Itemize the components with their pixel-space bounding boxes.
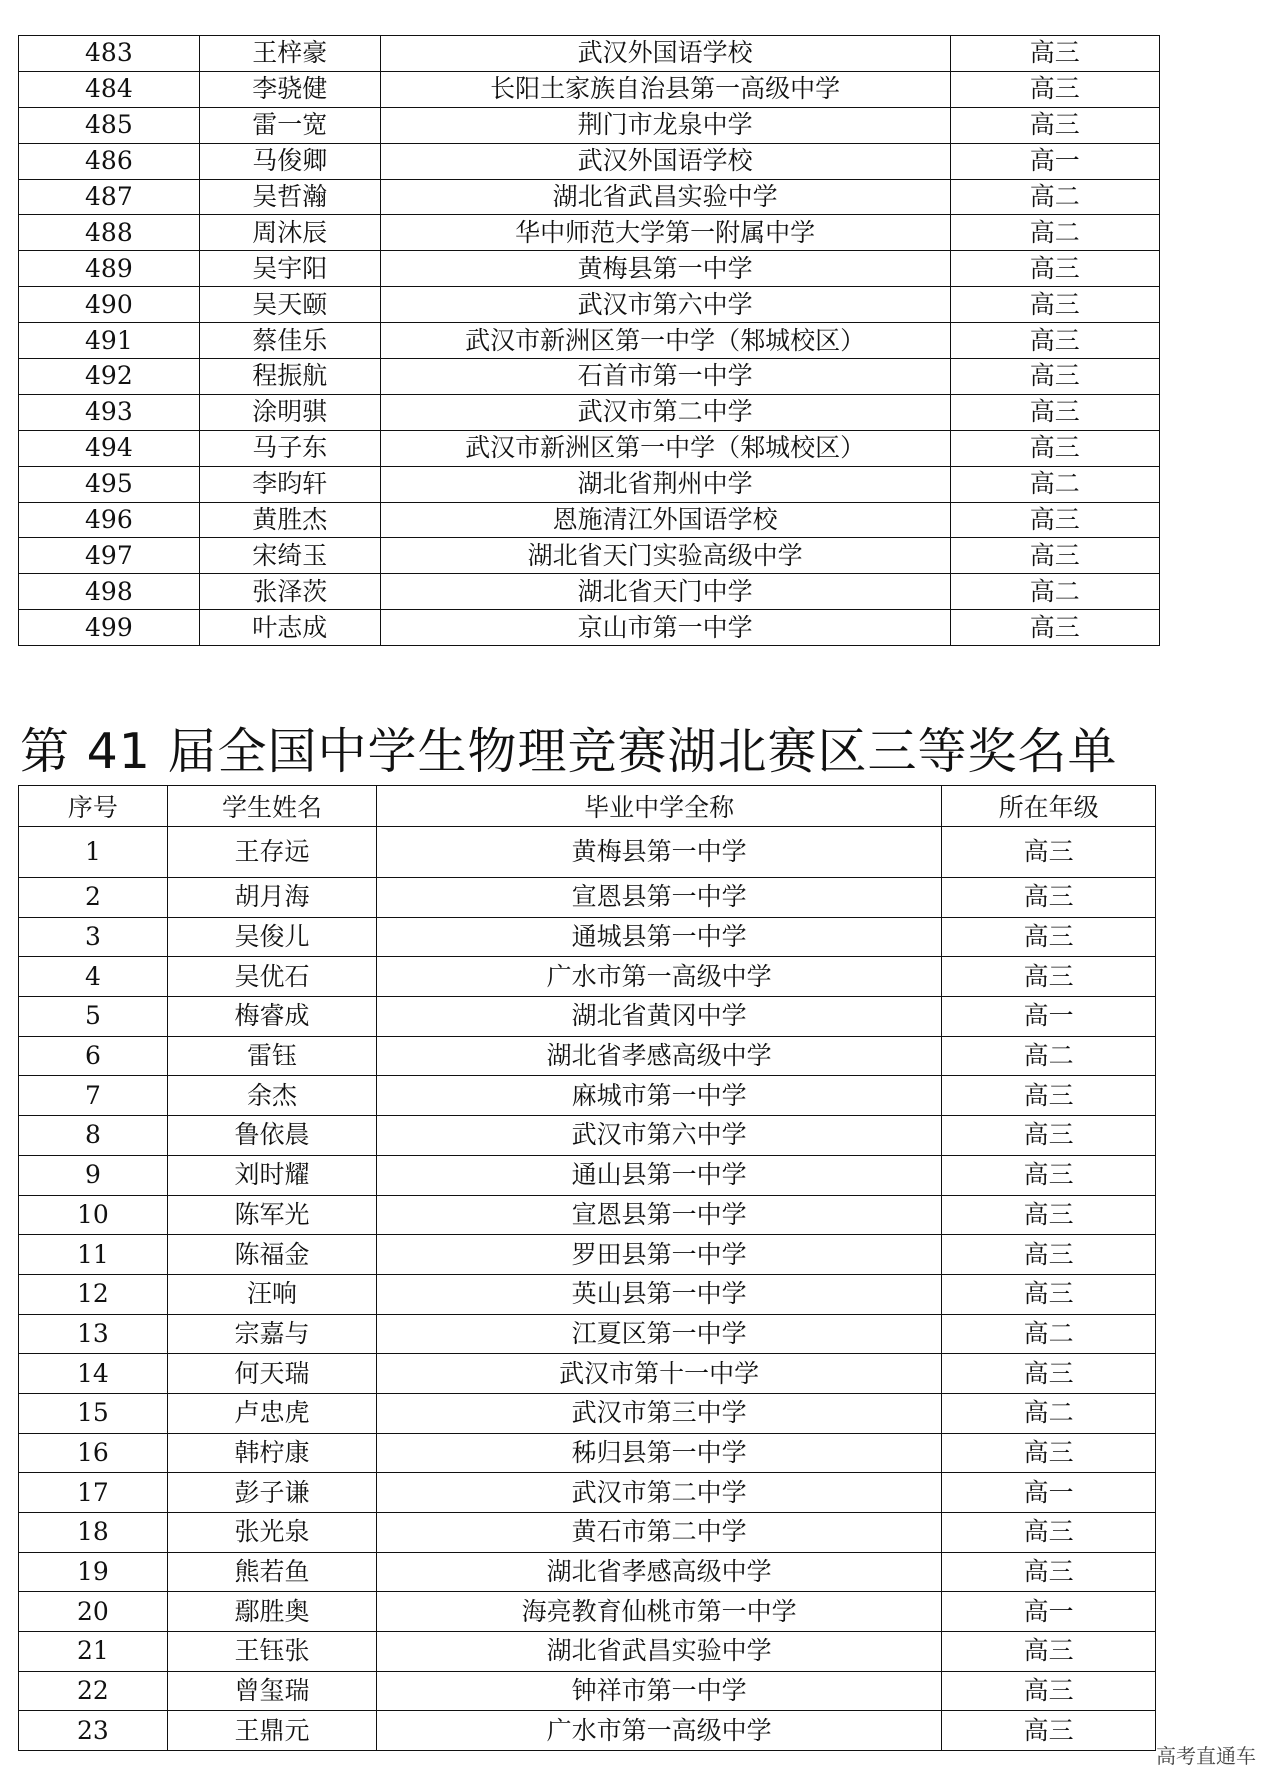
- cell-school: 武汉市新洲区第一中学（邾城校区）: [380, 323, 950, 359]
- cell-grade: 高二: [950, 215, 1159, 251]
- cell-school: 黄梅县第一中学: [377, 827, 942, 878]
- cell-number: 485: [19, 107, 200, 143]
- table-row: [19, 878, 1156, 918]
- table-row: [19, 1076, 1156, 1116]
- cell-school: 湖北省黄冈中学: [377, 997, 942, 1037]
- cell-grade: 高三: [942, 1711, 1156, 1751]
- table-body: [19, 827, 1156, 1751]
- table-row: [19, 1274, 1156, 1314]
- cell-name: 何天瑞: [167, 1354, 376, 1394]
- table-row: [19, 610, 1160, 646]
- table-row: [19, 1632, 1156, 1672]
- cell-name: 鲁依晨: [167, 1116, 376, 1156]
- cell-school: 湖北省武昌实验中学: [377, 1632, 942, 1672]
- cell-grade: 高三: [950, 359, 1159, 395]
- cell-school: 罗田县第一中学: [377, 1235, 942, 1275]
- cell-number: 490: [19, 287, 200, 323]
- cell-school: 钟祥市第一中学: [377, 1671, 942, 1711]
- table-row: [19, 1393, 1156, 1433]
- table-row: [19, 430, 1160, 466]
- cell-school: 武汉市第六中学: [380, 287, 950, 323]
- cell-name: 李昀轩: [199, 466, 380, 502]
- cell-number: 484: [19, 71, 200, 107]
- cell-grade: 高一: [942, 1592, 1156, 1632]
- cell-grade: 高三: [942, 1274, 1156, 1314]
- cell-school: 武汉市第二中学: [380, 394, 950, 430]
- cell-grade: 高二: [950, 466, 1159, 502]
- table-row: [19, 574, 1160, 610]
- cell-name: 王存远: [167, 827, 376, 878]
- award-list-table-continued: [18, 35, 1160, 646]
- cell-name: 张泽茨: [199, 574, 380, 610]
- table-row: [19, 1116, 1156, 1156]
- table-row: [19, 1592, 1156, 1632]
- cell-school: 英山县第一中学: [377, 1274, 942, 1314]
- table-row: [19, 394, 1160, 430]
- cell-school: 长阳土家族自治县第一高级中学: [380, 71, 950, 107]
- table-row: [19, 1354, 1156, 1394]
- cell-school: 华中师范大学第一附属中学: [380, 215, 950, 251]
- table-row: [19, 1235, 1156, 1275]
- table-row: [19, 143, 1160, 179]
- table-body: [19, 36, 1160, 646]
- table-row: [19, 107, 1160, 143]
- cell-school: 荆门市龙泉中学: [380, 107, 950, 143]
- cell-number: 498: [19, 574, 200, 610]
- cell-name: 吴哲瀚: [199, 179, 380, 215]
- cell-grade: 高三: [942, 1433, 1156, 1473]
- cell-number: 1: [19, 827, 168, 878]
- cell-school: 麻城市第一中学: [377, 1076, 942, 1116]
- cell-name: 彭子谦: [167, 1473, 376, 1513]
- cell-name: 李骁健: [199, 71, 380, 107]
- page-title: 第 41 届全国中学生物理竞赛湖北赛区三等奖名单: [20, 723, 1118, 780]
- cell-grade: 高三: [942, 1354, 1156, 1394]
- cell-name: 程振航: [199, 359, 380, 395]
- table-row: [19, 1473, 1156, 1513]
- cell-school: 秭归县第一中学: [377, 1433, 942, 1473]
- cell-grade: 高三: [942, 957, 1156, 997]
- cell-number: 13: [19, 1314, 168, 1354]
- cell-school: 武汉市第三中学: [377, 1393, 942, 1433]
- table-row: [19, 287, 1160, 323]
- cell-number: 18: [19, 1513, 168, 1553]
- table-row: [19, 1711, 1156, 1751]
- cell-school: 湖北省孝感高级中学: [377, 1036, 942, 1076]
- cell-name: 涂明骐: [199, 394, 380, 430]
- cell-grade: 高二: [942, 1393, 1156, 1433]
- cell-grade: 高三: [942, 1116, 1156, 1156]
- cell-school: 广水市第一高级中学: [377, 1711, 942, 1751]
- table-row: [19, 1314, 1156, 1354]
- column-header-number: 序号: [19, 786, 168, 827]
- cell-school: 武汉市新洲区第一中学（邾城校区）: [380, 430, 950, 466]
- cell-grade: 高一: [942, 1473, 1156, 1513]
- cell-number: 2: [19, 878, 168, 918]
- cell-name: 鄢胜奥: [167, 1592, 376, 1632]
- cell-school: 武汉外国语学校: [380, 36, 950, 72]
- table-row: [19, 1036, 1156, 1076]
- cell-grade: 高三: [950, 251, 1159, 287]
- cell-number: 11: [19, 1235, 168, 1275]
- cell-school: 通城县第一中学: [377, 917, 942, 957]
- cell-name: 宋绮玉: [199, 538, 380, 574]
- cell-school: 武汉市第二中学: [377, 1473, 942, 1513]
- cell-number: 20: [19, 1592, 168, 1632]
- table-row: [19, 71, 1160, 107]
- cell-number: 497: [19, 538, 200, 574]
- cell-name: 马俊卿: [199, 143, 380, 179]
- cell-name: 韩柠康: [167, 1433, 376, 1473]
- cell-grade: 高一: [942, 997, 1156, 1037]
- cell-school: 武汉外国语学校: [380, 143, 950, 179]
- cell-name: 陈福金: [167, 1235, 376, 1275]
- cell-number: 4: [19, 957, 168, 997]
- cell-name: 王鼎元: [167, 1711, 376, 1751]
- table-row: [19, 957, 1156, 997]
- cell-number: 9: [19, 1155, 168, 1195]
- table-row: [19, 323, 1160, 359]
- cell-number: 22: [19, 1671, 168, 1711]
- cell-grade: 高二: [950, 179, 1159, 215]
- cell-name: 雷钰: [167, 1036, 376, 1076]
- cell-name: 吴宇阳: [199, 251, 380, 287]
- cell-number: 495: [19, 466, 200, 502]
- cell-grade: 高三: [942, 878, 1156, 918]
- cell-grade: 高三: [942, 1552, 1156, 1592]
- cell-grade: 高一: [950, 143, 1159, 179]
- cell-number: 496: [19, 502, 200, 538]
- cell-school: 江夏区第一中学: [377, 1314, 942, 1354]
- cell-school: 湖北省荆州中学: [380, 466, 950, 502]
- cell-school: 通山县第一中学: [377, 1155, 942, 1195]
- cell-name: 吴俊儿: [167, 917, 376, 957]
- cell-number: 488: [19, 215, 200, 251]
- cell-grade: 高二: [950, 574, 1159, 610]
- cell-name: 刘时耀: [167, 1155, 376, 1195]
- cell-number: 19: [19, 1552, 168, 1592]
- cell-name: 胡月海: [167, 878, 376, 918]
- cell-grade: 高三: [942, 1076, 1156, 1116]
- table-header-row: [19, 786, 1156, 827]
- table-row: [19, 215, 1160, 251]
- table-row: [19, 1671, 1156, 1711]
- table-row: [19, 1552, 1156, 1592]
- cell-name: 陈军光: [167, 1195, 376, 1235]
- table-row: [19, 1195, 1156, 1235]
- cell-number: 5: [19, 997, 168, 1037]
- column-header-grade: 所在年级: [942, 786, 1156, 827]
- cell-grade: 高三: [950, 502, 1159, 538]
- cell-school: 宣恩县第一中学: [377, 1195, 942, 1235]
- cell-grade: 高三: [942, 827, 1156, 878]
- cell-school: 湖北省武昌实验中学: [380, 179, 950, 215]
- cell-name: 叶志成: [199, 610, 380, 646]
- table-row: [19, 917, 1156, 957]
- cell-school: 武汉市第十一中学: [377, 1354, 942, 1394]
- cell-grade: 高三: [950, 36, 1159, 72]
- table-row: [19, 179, 1160, 215]
- cell-grade: 高三: [942, 1671, 1156, 1711]
- table-row: [19, 827, 1156, 878]
- cell-number: 14: [19, 1354, 168, 1394]
- third-prize-table: [18, 785, 1156, 1751]
- table-row: [19, 1513, 1156, 1553]
- cell-name: 周沐辰: [199, 215, 380, 251]
- cell-grade: 高三: [950, 71, 1159, 107]
- cell-name: 吴天颐: [199, 287, 380, 323]
- cell-number: 493: [19, 394, 200, 430]
- cell-name: 熊若鱼: [167, 1552, 376, 1592]
- column-header-school: 毕业中学全称: [377, 786, 942, 827]
- cell-name: 宗嘉与: [167, 1314, 376, 1354]
- cell-school: 广水市第一高级中学: [377, 957, 942, 997]
- cell-number: 492: [19, 359, 200, 395]
- cell-number: 17: [19, 1473, 168, 1513]
- cell-grade: 高三: [950, 107, 1159, 143]
- cell-number: 494: [19, 430, 200, 466]
- table-row: [19, 36, 1160, 72]
- cell-name: 汪响: [167, 1274, 376, 1314]
- cell-grade: 高三: [950, 610, 1159, 646]
- table-row: [19, 502, 1160, 538]
- table-row: [19, 1433, 1156, 1473]
- cell-name: 王钰张: [167, 1632, 376, 1672]
- cell-school: 武汉市第六中学: [377, 1116, 942, 1156]
- cell-school: 海亮教育仙桃市第一中学: [377, 1592, 942, 1632]
- cell-number: 21: [19, 1632, 168, 1672]
- cell-name: 卢忠虎: [167, 1393, 376, 1433]
- cell-grade: 高三: [942, 1195, 1156, 1235]
- cell-number: 10: [19, 1195, 168, 1235]
- cell-name: 余杰: [167, 1076, 376, 1116]
- table-row: [19, 1155, 1156, 1195]
- cell-name: 马子东: [199, 430, 380, 466]
- cell-grade: 高三: [942, 1155, 1156, 1195]
- cell-number: 23: [19, 1711, 168, 1751]
- cell-school: 湖北省孝感高级中学: [377, 1552, 942, 1592]
- cell-name: 曾玺瑞: [167, 1671, 376, 1711]
- cell-school: 黄石市第二中学: [377, 1513, 942, 1553]
- cell-name: 雷一宽: [199, 107, 380, 143]
- cell-number: 483: [19, 36, 200, 72]
- table-row: [19, 538, 1160, 574]
- cell-grade: 高三: [950, 394, 1159, 430]
- cell-number: 7: [19, 1076, 168, 1116]
- cell-grade: 高三: [950, 323, 1159, 359]
- cell-school: 黄梅县第一中学: [380, 251, 950, 287]
- cell-name: 吴优石: [167, 957, 376, 997]
- watermark: 高考直通车: [1156, 1744, 1256, 1768]
- cell-name: 张光泉: [167, 1513, 376, 1553]
- cell-school: 宣恩县第一中学: [377, 878, 942, 918]
- cell-number: 12: [19, 1274, 168, 1314]
- cell-school: 石首市第一中学: [380, 359, 950, 395]
- cell-grade: 高三: [942, 1235, 1156, 1275]
- cell-number: 3: [19, 917, 168, 957]
- cell-school: 京山市第一中学: [380, 610, 950, 646]
- cell-number: 8: [19, 1116, 168, 1156]
- cell-name: 梅睿成: [167, 997, 376, 1037]
- cell-number: 6: [19, 1036, 168, 1076]
- cell-grade: 高二: [942, 1314, 1156, 1354]
- table-row: [19, 997, 1156, 1037]
- table-row: [19, 466, 1160, 502]
- cell-grade: 高三: [942, 1513, 1156, 1553]
- cell-number: 491: [19, 323, 200, 359]
- cell-school: 湖北省天门实验高级中学: [380, 538, 950, 574]
- cell-grade: 高三: [950, 430, 1159, 466]
- column-header-name: 学生姓名: [167, 786, 376, 827]
- cell-grade: 高三: [942, 1632, 1156, 1672]
- cell-number: 499: [19, 610, 200, 646]
- cell-number: 489: [19, 251, 200, 287]
- cell-school: 湖北省天门中学: [380, 574, 950, 610]
- table-row: [19, 359, 1160, 395]
- cell-grade: 高三: [942, 917, 1156, 957]
- table-row: [19, 251, 1160, 287]
- cell-name: 王梓豪: [199, 36, 380, 72]
- cell-number: 486: [19, 143, 200, 179]
- cell-grade: 高三: [950, 538, 1159, 574]
- cell-number: 15: [19, 1393, 168, 1433]
- cell-name: 蔡佳乐: [199, 323, 380, 359]
- cell-number: 16: [19, 1433, 168, 1473]
- cell-number: 487: [19, 179, 200, 215]
- cell-name: 黄胜杰: [199, 502, 380, 538]
- cell-grade: 高三: [950, 287, 1159, 323]
- cell-grade: 高二: [942, 1036, 1156, 1076]
- cell-school: 恩施清江外国语学校: [380, 502, 950, 538]
